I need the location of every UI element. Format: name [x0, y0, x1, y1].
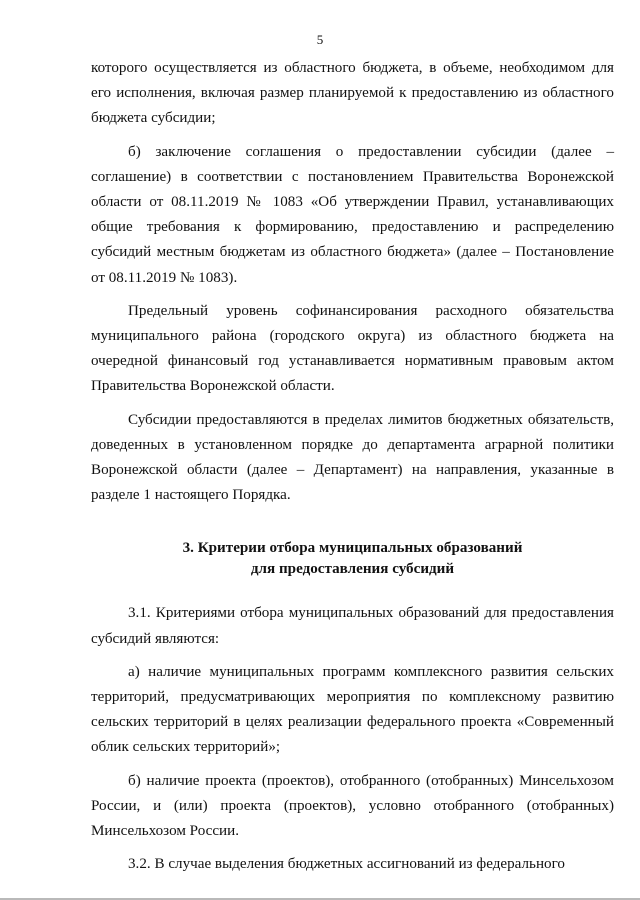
paragraph-budget-continuation: которого осуществляется из областного бюджета, в объеме, необходимом для его исполнения, включая размер планируемой к предоставлению из областного бюджета субсидии;: [91, 60, 614, 127]
section-heading-line-1: 3. Критерии отбора муниципальных образований: [182, 540, 523, 557]
paragraph-subsidy-limits: Субсидии предоставляются в пределах лимитов бюджетных обязательств, доведенных в установленном порядке до департамента аграрной политики Воронежской области (далее – Департамент) на направления, указанные в разделе 1 настоящего Порядка.: [91, 411, 614, 504]
paragraph-selection-criteria: 3.1. Критериями отбора муниципальных образований для предоставления субсидий являются:: [91, 605, 614, 647]
page-number: 5: [316, 32, 324, 47]
paragraph-criterion-a: а) наличие муниципальных программ комплексного развития сельских территорий, предусматривающих мероприятия по комплексному развитию сельских территорий в целях реализации федерального проекта «Современный облик сельских территорий»;: [91, 663, 614, 756]
paragraph-budget-allocation: 3.2. В случае выделения бюджетных ассигнований из федерального: [128, 856, 565, 873]
section-heading-line-2: для предоставления субсидий: [250, 561, 455, 578]
paragraph-cofinancing-level: Предельный уровень софинансирования расходного обязательства муниципального района (городского округа) из областного бюджета на очередной финансовый год устанавливается нормативным правовым актом Правительства Воронежской области.: [91, 302, 614, 395]
page-body: [91, 56, 614, 877]
section-heading: [91, 538, 614, 580]
paragraph-criterion-b: б) наличие проекта (проектов), отобранного (отобранных) Минсельхозом России, и (или) проекта (проектов), условно отобранного (отобранных) Минсельхозом России.: [91, 772, 614, 840]
paragraph-agreement-conclusion: б) заключение соглашения о предоставлении субсидии (далее – соглашение) в соответствии с постановлением Правительства Воронежской области от 08.11.2019 № 1083 «Об утверждении Правил, устанавливающих общие требования к формированию, предоставлению и распределению субсидий местным бюджетам из областного бюджета» (далее – Постановление от 08.11.2019 № 1083).: [91, 143, 614, 286]
